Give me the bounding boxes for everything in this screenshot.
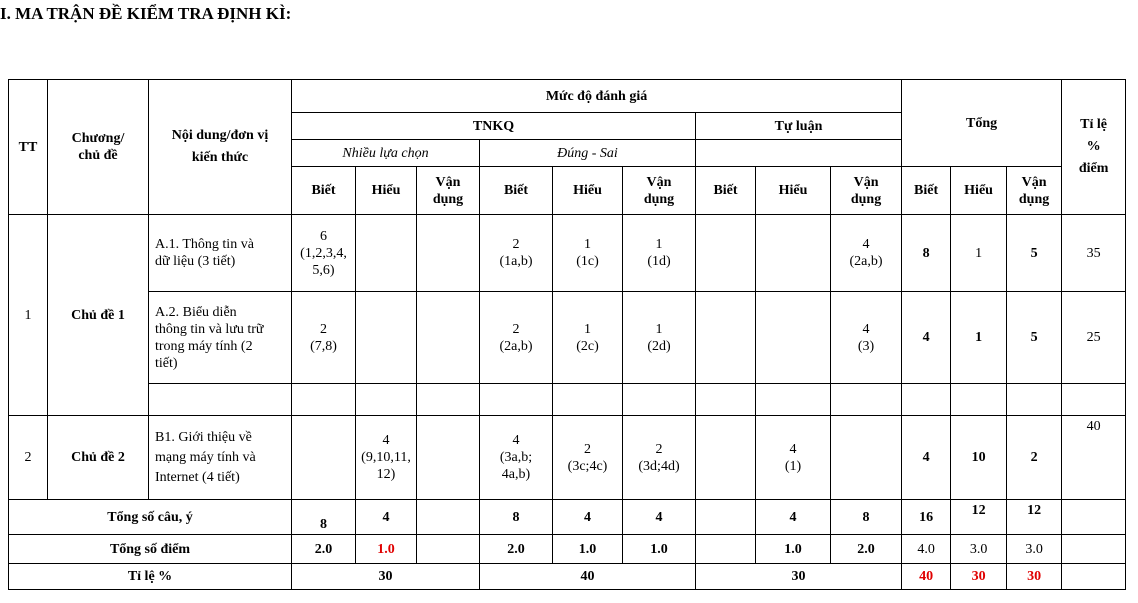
b1-ds-van: 2 (3d;4d)	[623, 416, 696, 500]
totals-diem-nlc-hieu: 1.0	[356, 535, 417, 564]
header-nlc-van: Vận dụng	[417, 167, 480, 215]
assessment-matrix-table	[8, 79, 1126, 590]
header-tu-luan-sub	[696, 140, 902, 167]
a2-tl-biet	[696, 292, 756, 384]
a2-ds-biet: 2 (2a,b)	[480, 292, 553, 384]
b1-ds-hieu: 2 (3c;4c)	[553, 416, 623, 500]
b1-tong-hieu: 10	[951, 416, 1007, 500]
a1-nlc-hieu	[356, 215, 417, 292]
totals-cau-label: Tổng số câu, ý	[9, 500, 292, 535]
totals-tile-row	[9, 564, 1126, 590]
totals-diem-nlc-biet: 2.0	[292, 535, 356, 564]
header-tile: Tỉ lệ % điểm	[1062, 80, 1126, 215]
row1-chuong: Chủ đề 1	[48, 215, 149, 416]
header-tong: Tổng	[902, 80, 1062, 167]
a2-tong-biet: 4	[902, 292, 951, 384]
header-tl-van: Vận dụng	[831, 167, 902, 215]
totals-cau-tl-hieu: 4	[756, 500, 831, 535]
totals-diem-tong-biet: 4.0	[902, 535, 951, 564]
row2-chuong: Chủ đề 2	[48, 416, 149, 500]
totals-diem-tong-van: 3.0	[1007, 535, 1062, 564]
header-tong-biet: Biết	[902, 167, 951, 215]
page-title: I. MA TRẬN ĐỀ KIỂM TRA ĐỊNH KÌ:	[0, 4, 292, 23]
row2-tt: 2	[9, 416, 48, 500]
a2-tl-van: 4 (3)	[831, 292, 902, 384]
header-tl-biet: Biết	[696, 167, 756, 215]
header-nhieu-lua-chon: Nhiều lựa chọn	[292, 140, 480, 167]
a2-tong-van: 5	[1007, 292, 1062, 384]
a1-nlc-biet: 6 (1,2,3,4, 5,6)	[292, 215, 356, 292]
totals-tile-tong-biet: 40	[902, 564, 951, 590]
totals-cau-nlc-biet: 8	[292, 500, 356, 535]
a2-tl-hieu	[756, 292, 831, 384]
header-dung-sai: Đúng - Sai	[480, 140, 696, 167]
a2-tile: 25	[1062, 292, 1126, 384]
a2-ds-hieu: 1 (2c)	[553, 292, 623, 384]
a2-nlc-hieu	[356, 292, 417, 384]
totals-tile-ds: 40	[480, 564, 696, 590]
b1-noidung: B1. Giới thiệu về mạng máy tính và Internet (4 tiết)	[149, 416, 292, 500]
totals-diem-nlc-van	[417, 535, 480, 564]
b1-nlc-hieu: 4 (9,10,11, 12)	[356, 416, 417, 500]
totals-cau-tile	[1062, 500, 1126, 535]
a1-tl-hieu	[756, 215, 831, 292]
totals-diem-tl-van: 2.0	[831, 535, 902, 564]
totals-diem-ds-biet: 2.0	[480, 535, 553, 564]
a2-ds-van: 1 (2d)	[623, 292, 696, 384]
totals-cau-ds-van: 4	[623, 500, 696, 535]
header-tong-van: Vận dụng	[1007, 167, 1062, 215]
a1-tong-biet: 8	[902, 215, 951, 292]
header-tnkq: TNKQ	[292, 113, 696, 140]
table-row	[9, 416, 1126, 500]
totals-cau-tl-van: 8	[831, 500, 902, 535]
header-ds-van: Vận dụng	[623, 167, 696, 215]
a1-ds-hieu: 1 (1c)	[553, 215, 623, 292]
totals-cau-ds-hieu: 4	[553, 500, 623, 535]
totals-diem-ds-hieu: 1.0	[553, 535, 623, 564]
totals-cau-row	[9, 500, 1126, 535]
totals-tile-tong-hieu: 30	[951, 564, 1007, 590]
header-chuong: Chương/ chủ đề	[48, 80, 149, 215]
totals-diem-tong-hieu: 3.0	[951, 535, 1007, 564]
a1-tl-biet	[696, 215, 756, 292]
header-tl-hieu: Hiểu	[756, 167, 831, 215]
totals-tile-tong-van: 30	[1007, 564, 1062, 590]
b1-nlc-van	[417, 416, 480, 500]
header-nlc-biet: Biết	[292, 167, 356, 215]
totals-cau-tong-van: 12	[1007, 500, 1062, 535]
totals-cau-ds-biet: 8	[480, 500, 553, 535]
totals-diem-ds-van: 1.0	[623, 535, 696, 564]
header-ds-biet: Biết	[480, 167, 553, 215]
header-tt: TT	[9, 80, 48, 215]
totals-cau-nlc-van	[417, 500, 480, 535]
header-muc-do: Mức độ đánh giá	[292, 80, 902, 113]
a1-ds-van: 1 (1d)	[623, 215, 696, 292]
totals-tile-label: Tỉ lệ %	[9, 564, 292, 590]
a1-tong-van: 5	[1007, 215, 1062, 292]
a2-nlc-biet: 2 (7,8)	[292, 292, 356, 384]
totals-tile-tile	[1062, 564, 1126, 590]
a1-nlc-van	[417, 215, 480, 292]
b1-nlc-biet	[292, 416, 356, 500]
a2-nlc-van	[417, 292, 480, 384]
header-nlc-hieu: Hiểu	[356, 167, 417, 215]
table-row-empty	[9, 384, 1126, 416]
b1-tl-hieu: 4 (1)	[756, 416, 831, 500]
header-tu-luan: Tự luận	[696, 113, 902, 140]
totals-cau-tl-biet	[696, 500, 756, 535]
header-ds-hieu: Hiểu	[553, 167, 623, 215]
a2-tong-hieu: 1	[951, 292, 1007, 384]
b1-tong-van: 2	[1007, 416, 1062, 500]
totals-diem-row	[9, 535, 1126, 564]
totals-diem-tile	[1062, 535, 1126, 564]
table-row	[9, 215, 1126, 292]
b1-tong-biet: 4	[902, 416, 951, 500]
b1-tl-biet	[696, 416, 756, 500]
b1-ds-biet: 4 (3a,b; 4a,b)	[480, 416, 553, 500]
header-noidung: Nội dung/đơn vị kiến thức	[149, 80, 292, 215]
totals-tile-nlc: 30	[292, 564, 480, 590]
b1-tile: 40	[1062, 416, 1126, 500]
totals-diem-tl-biet	[696, 535, 756, 564]
a1-noidung: A.1. Thông tin và dữ liệu (3 tiết)	[149, 215, 292, 292]
totals-cau-tong-biet: 16	[902, 500, 951, 535]
table-row	[9, 292, 1126, 384]
a2-noidung: A.2. Biểu diễn thông tin và lưu trữ trong máy tính (2 tiết)	[149, 292, 292, 384]
a1-tong-hieu: 1	[951, 215, 1007, 292]
a1-tile: 35	[1062, 215, 1126, 292]
totals-tile-tl: 30	[696, 564, 902, 590]
totals-diem-label: Tổng số điểm	[9, 535, 292, 564]
a1-tl-van: 4 (2a,b)	[831, 215, 902, 292]
totals-cau-nlc-hieu: 4	[356, 500, 417, 535]
header-tong-hieu: Hiểu	[951, 167, 1007, 215]
b1-tl-van	[831, 416, 902, 500]
row1-tt: 1	[9, 215, 48, 416]
totals-cau-tong-hieu: 12	[951, 500, 1007, 535]
totals-diem-tl-hieu: 1.0	[756, 535, 831, 564]
a1-ds-biet: 2 (1a,b)	[480, 215, 553, 292]
